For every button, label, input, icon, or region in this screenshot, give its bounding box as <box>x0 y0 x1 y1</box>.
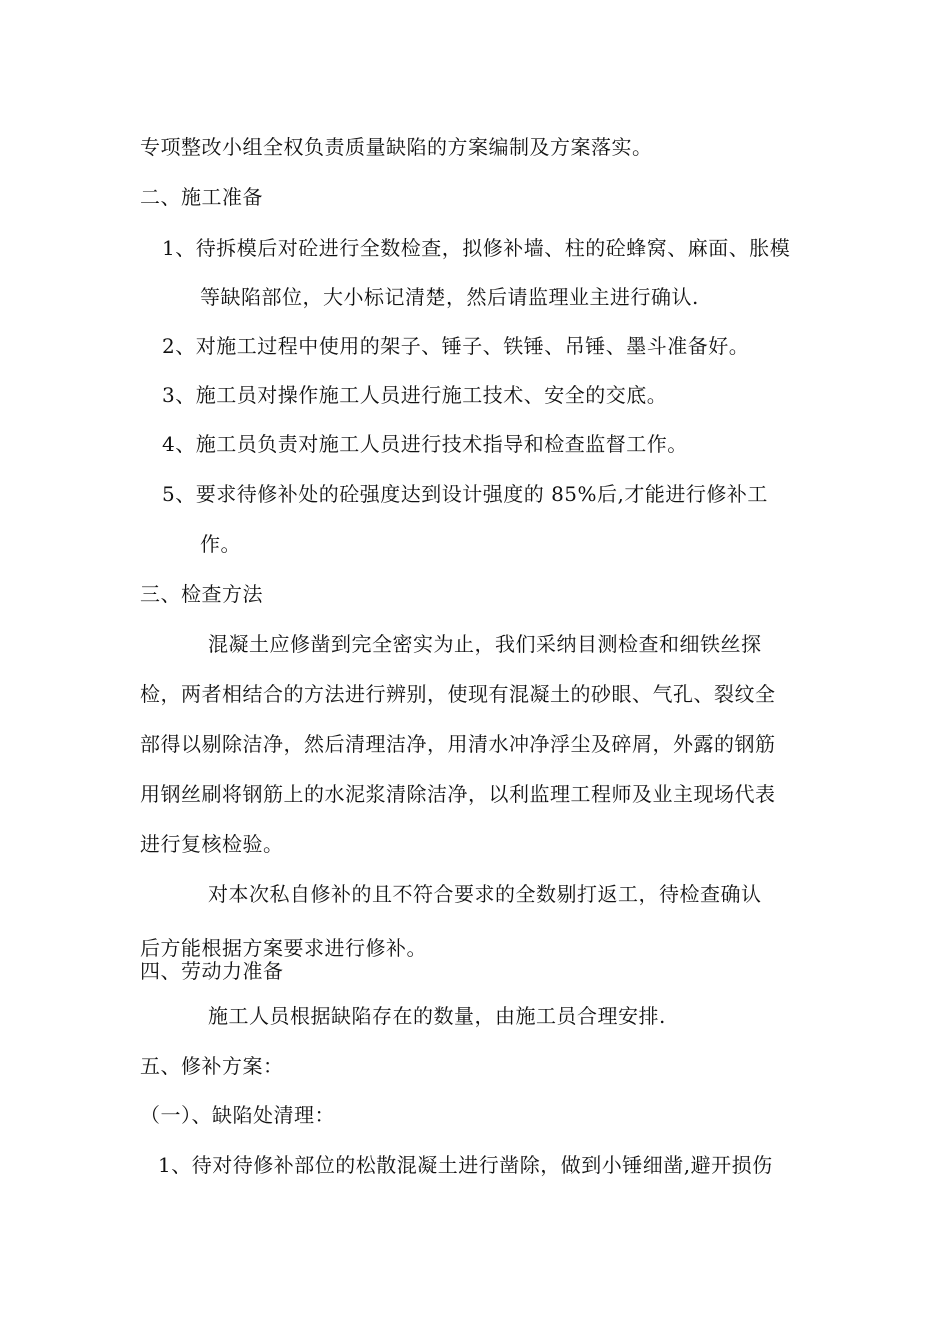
rework-paragraph-line-2: 后方能根据方案要求进行修补。 <box>140 936 427 960</box>
inspection-paragraph-line-5: 进行复核检验。 <box>140 832 284 856</box>
intro-paragraph: 专项整改小组全权负责质量缺陷的方案编制及方案落实。 <box>140 135 653 159</box>
inspection-paragraph-line-3: 部得以剔除洁净，然后清理洁净，用清水冲净浮尘及碎屑，外露的钢筋 <box>140 732 776 756</box>
inspection-paragraph-line-4: 用钢丝刷将钢筋上的水泥浆清除洁净，以利监理工程师及业主现场代表 <box>140 782 776 806</box>
labor-paragraph: 施工人员根据缺陷存在的数量，由施工员合理安排. <box>208 1004 666 1028</box>
inspection-paragraph-line-2: 检，两者相结合的方法进行辨别，使现有混凝土的砂眼、气孔、裂纹全 <box>140 682 776 706</box>
prep-item-5-line-2: 作。 <box>200 532 241 556</box>
section-heading-repair-plan: 五、修补方案： <box>140 1054 284 1078</box>
prep-item-5-line-1: 5、要求待修补处的砼强度达到设计强度的 85%后,才能进行修补工 <box>162 482 768 506</box>
rework-paragraph-line-1: 对本次私自修补的且不符合要求的全数剔打返工，待检查确认 <box>208 882 762 906</box>
prep-item-2: 2、对施工过程中使用的架子、锤子、铁锤、吊锤、墨斗准备好。 <box>162 334 750 358</box>
prep-item-1-line-1: 1、待拆模后对砼进行全数检查，拟修补墙、柱的砼蜂窝、麻面、胀模 <box>162 236 791 260</box>
cleanup-item-1: 1、待对待修补部位的松散混凝土进行凿除，做到小锤细凿,避开损伤 <box>158 1153 773 1177</box>
prep-item-3: 3、施工员对操作施工人员进行施工技术、安全的交底。 <box>162 383 668 407</box>
prep-item-1-line-2: 等缺陷部位，大小标记清楚，然后请监理业主进行确认. <box>200 285 699 309</box>
subsection-heading-defect-cleanup: （一）、缺陷处清理： <box>140 1103 335 1127</box>
section-heading-preparation: 二、施工准备 <box>140 185 263 209</box>
section-heading-labor: 四、劳动力准备 <box>140 959 284 983</box>
section-heading-inspection: 三、检查方法 <box>140 582 263 606</box>
inspection-paragraph-line-1: 混凝土应修凿到完全密实为止，我们采纳目测检查和细铁丝探 <box>208 632 762 656</box>
prep-item-4: 4、施工员负责对施工人员进行技术指导和检查监督工作。 <box>162 432 688 456</box>
